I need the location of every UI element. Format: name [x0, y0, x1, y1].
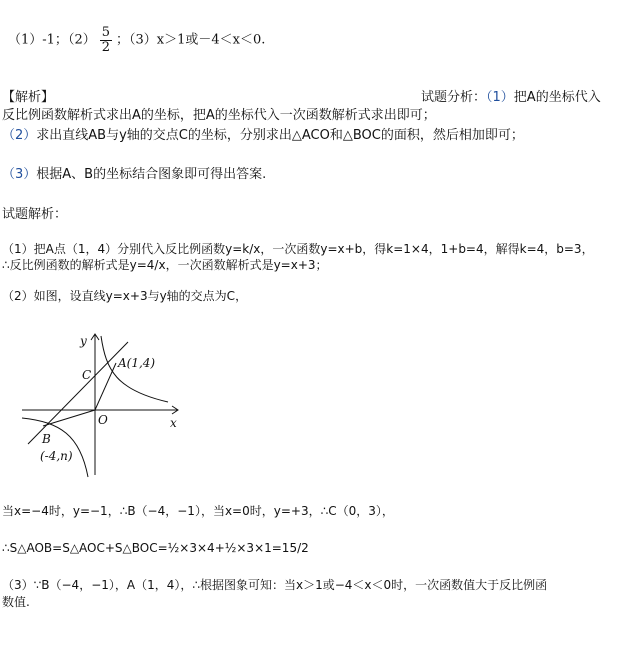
point-b-coord-label: (-4,n) — [40, 449, 73, 463]
fraction-denominator: 2 — [101, 39, 110, 55]
answer-part3: ；（3）x＞1或－4＜x＜0. — [116, 32, 266, 48]
hyperbola-branch-2 — [22, 418, 88, 477]
analysis-item1-head: 把A的坐标代入 — [513, 90, 601, 105]
y-axis-label: y — [80, 334, 87, 348]
answer-part2: （2） — [67, 32, 96, 48]
answer-part1: （1）-1； — [8, 32, 68, 48]
solution-step5-line2: 数值. — [2, 595, 30, 609]
answer-fraction — [100, 26, 112, 54]
solution-title: 试题解析： — [2, 207, 68, 222]
point-b-label: B — [42, 432, 51, 446]
solution-step4: ∴S△AOB=S△AOC+S△BOC=½×3×4+½×3×1=15/2 — [2, 541, 309, 555]
analysis-item2-text: 求出直线AB与y轴的交点C的坐标，分别求出△ACO和△BOC的面积，然后相加即可； — [36, 128, 524, 143]
point-c-label: C — [82, 368, 92, 382]
solution-step2: （2）如图，设直线y=x+3与y轴的交点为C， — [2, 289, 248, 303]
solution-step1-line1: （1）把A点（1，4）分别代入反比例函数y=k/x，一次函数y=x+b，得k=1×4，1+b=4，解得k=4，b=3， — [2, 242, 594, 256]
solution-step3: 当x=−4时，y=−1，∴B（−4，−1），当x=0时，y=+3，∴C（0，3）， — [2, 504, 394, 518]
fraction-numerator: 5 — [101, 25, 110, 40]
solution-step1-line2: ∴反比例函数的解析式是y=4/x，一次函数解析式是y=x+3； — [2, 258, 328, 272]
point-a-label: A(1,4) — [118, 356, 156, 370]
origin-label: O — [98, 413, 108, 427]
segment-OA — [95, 363, 116, 410]
analysis-item3-prefix: （3） — [2, 167, 37, 182]
linear-function-line — [28, 342, 128, 444]
analysis-item1-prefix: （1） — [486, 90, 514, 105]
analysis-item2-prefix: （2） — [2, 128, 37, 143]
answer-line — [8, 26, 265, 54]
analysis-item3-text: 根据A、B的坐标结合图象即可得出答案. — [36, 167, 267, 182]
analysis-item2 — [2, 124, 524, 143]
x-axis-label: x — [170, 416, 177, 430]
analysis-label — [421, 86, 601, 105]
function-graph — [0, 320, 200, 480]
segment-OB — [43, 410, 95, 426]
analysis-header: 【解析】 — [2, 90, 55, 105]
solution-step5-line1: （3）∵B（−4，−1），A（1，4），∴根据图象可知：当x＞1或−4＜x＜0时，一次函数值大于反比例函 — [2, 578, 548, 592]
analysis-item1-tail: 反比例函数解析式求出A的坐标，把A的坐标代入一次函数解析式求出即可； — [2, 108, 436, 123]
analysis-item3 — [2, 163, 266, 182]
analysis-label-text: 试题分析： — [421, 90, 487, 105]
